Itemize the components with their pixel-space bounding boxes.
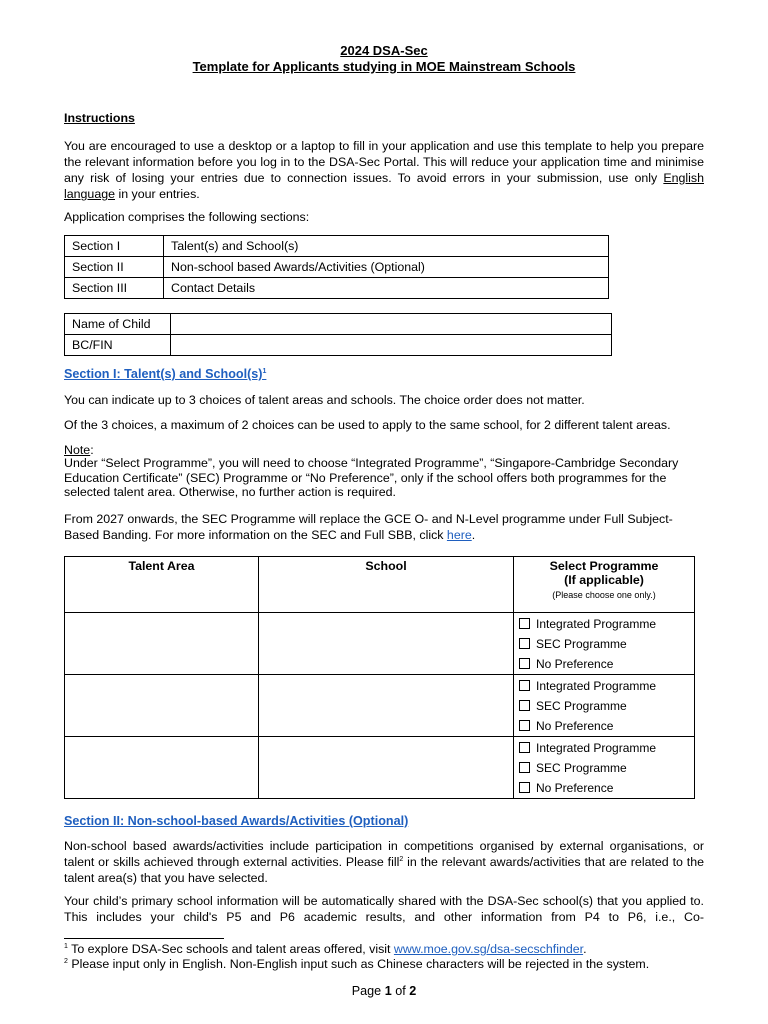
section-name: Non-school based Awards/Activities (Optional) <box>164 257 609 278</box>
section1-paragraph-1: You can indicate up to 3 choices of talent areas and schools. The choice order does not matter. <box>64 393 585 407</box>
school-cell[interactable] <box>259 737 514 799</box>
section2-heading[interactable]: Section II: Non-school-based Awards/Activities (Optional) <box>64 814 409 828</box>
english-language-underlined: English language <box>64 171 704 201</box>
option-sec-programme[interactable]: SEC Programme <box>519 634 689 654</box>
footnote-1: $^1$ To explore DSA-Sec schools and talent areas offered, visit www.moe.gov.sg/dsa-secschfinder. <box>64 942 587 956</box>
talent-school-table <box>64 556 695 799</box>
school-cell[interactable] <box>259 613 514 675</box>
talent-area-cell[interactable] <box>65 675 259 737</box>
bcfin-field[interactable] <box>171 335 612 356</box>
section1-paragraph-3: From 2027 onwards, the SEC Programme will replace the GCE O- and N-Level programme under Full Subject-Based Banding. For more information on the SEC and Full SBB, click here. <box>64 512 673 542</box>
section1-paragraph-2: Of the 3 choices, a maximum of 2 choices can be used to apply to the same school, for 2 different talent areas. <box>64 418 671 432</box>
section2-paragraph-1: Non-school based awards/activities include participation in competitions organised by external organisations, or talent or skills achieved through external activities. Please fill$^2$ in the relevant awards/activities that are related to the talent area(s) that you have selected. <box>64 839 704 885</box>
section-label: Section III <box>65 278 164 299</box>
footnote-2: $^2$ Please input only in English. Non-English input such as Chinese characters will be rejected in the system. <box>64 957 650 971</box>
section-name: Talent(s) and School(s) <box>164 236 609 257</box>
checkbox[interactable] <box>519 638 530 649</box>
checkbox[interactable] <box>519 720 530 731</box>
table-row <box>65 613 695 675</box>
table-row <box>65 675 695 737</box>
option-sec-programme[interactable]: SEC Programme <box>519 758 689 778</box>
schfinder-link[interactable]: www.moe.gov.sg/dsa-secschfinder <box>393 942 584 956</box>
programme-cell <box>514 675 695 737</box>
section2-paragraph-2: Your child’s primary school information will be automatically shared with the DSA-Sec school(s) that you applied to. This includes your child's P5 and P6 academic results, and other information from P4 to P6, i.e., Co- <box>64 894 704 924</box>
option-integrated-programme[interactable]: Integrated Programme <box>519 676 689 696</box>
section-label: Section I <box>65 236 164 257</box>
table-row <box>65 737 695 799</box>
talent-area-cell[interactable] <box>65 613 259 675</box>
option-integrated-programme[interactable]: Integrated Programme <box>519 738 689 758</box>
name-of-child-label: Name of Child <box>65 314 171 335</box>
col-talent-area: Talent Area <box>65 557 259 613</box>
section1-heading[interactable]: Section I: Talent(s) and $School(s)^1$ <box>64 367 267 381</box>
school-cell[interactable] <box>259 675 514 737</box>
page-number: Page 1 of 2 <box>351 984 417 998</box>
col-school: School <box>259 557 514 613</box>
section-label: Section II <box>65 257 164 278</box>
table-header-row <box>65 557 695 613</box>
table-row <box>65 236 609 257</box>
footnote-separator <box>64 938 224 939</box>
sections-table <box>64 235 609 299</box>
option-sec-programme[interactable]: SEC Programme <box>519 696 689 716</box>
here-link[interactable]: here <box>446 527 472 542</box>
instructions-paragraph: You are encouraged to use a desktop or a laptop to fill in your application and use this template to help you prepare the relevant information before you log in to the DSA-Sec Portal. This will reduce your application time and minimise any risk of losing your entries due to connection issues. To avoid errors in your submission, use only English language in your entries. <box>64 139 704 201</box>
checkbox[interactable] <box>519 762 530 773</box>
section1-note-label: Note: <box>64 443 94 457</box>
choose-one-note: (Please choose one only.) <box>552 590 656 600</box>
table-row <box>65 257 609 278</box>
programme-cell <box>514 613 695 675</box>
option-no-preference[interactable]: No Preference <box>519 778 689 798</box>
table-row <box>65 278 609 299</box>
programme-cell <box>514 737 695 799</box>
sections-intro: Application comprises the following sections: <box>64 210 310 224</box>
checkbox[interactable] <box>519 782 530 793</box>
section1-note-text: Under “Select Programme”, you will need to choose “Integrated Programme”, “Singapore-Cambridge Secondary Education Certificate” (SEC) Programme or “No Preference”, only if the school offers both programmes for the selected talent area. Otherwise, no further action is required. <box>64 456 679 499</box>
talent-area-cell[interactable] <box>65 737 259 799</box>
option-integrated-programme[interactable]: Integrated Programme <box>519 614 689 634</box>
table-row <box>65 335 612 356</box>
checkbox[interactable] <box>519 658 530 669</box>
col-select-programme: Select Programme (If applicable) (Please choose one only.) <box>514 557 695 613</box>
child-details-table <box>64 313 612 356</box>
option-no-preference[interactable]: No Preference <box>519 716 689 736</box>
checkbox[interactable] <box>519 700 530 711</box>
instructions-heading: Instructions <box>64 111 135 125</box>
name-of-child-field[interactable] <box>171 314 612 335</box>
option-no-preference[interactable]: No Preference <box>519 654 689 674</box>
table-row <box>65 314 612 335</box>
checkbox[interactable] <box>519 742 530 753</box>
document-title: 2024 DSA-Sec <box>340 43 428 58</box>
checkbox[interactable] <box>519 680 530 691</box>
checkbox[interactable] <box>519 618 530 629</box>
section-name: Contact Details <box>164 278 609 299</box>
document-subtitle: Template for Applicants studying in MOE Mainstream Schools <box>192 59 576 74</box>
bcfin-label: BC/FIN <box>65 335 171 356</box>
